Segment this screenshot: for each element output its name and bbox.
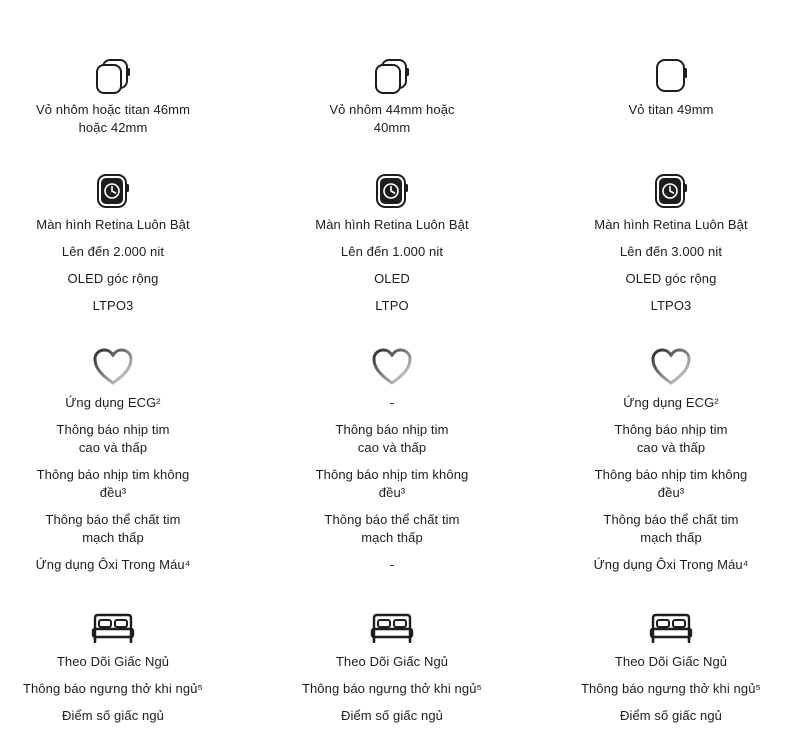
display-spec-text: OLED góc rộng [67, 271, 159, 286]
heart-icon [371, 347, 413, 392]
sleep-spec-text: Thông báo ngưng thở khi ngủ⁵ [580, 681, 762, 696]
health-spec-text: - [389, 557, 395, 572]
health-spec-text: Ứng dụng Ôxi Trong Máu⁴ [593, 557, 749, 572]
sleep-spec-text: Điểm số giấc ngủ [61, 708, 165, 723]
health-spec-text: Thông báo thể chất tim mạch thấp [45, 512, 181, 545]
health-spec-text: Thông báo nhịp tim cao và thấp [614, 422, 728, 455]
health-spec-text: Ứng dụng ECG² [65, 395, 161, 410]
display-spec-text: Màn hình Retina Luôn Bật [36, 217, 190, 232]
bed-icon [91, 612, 135, 649]
watch-case-double-icon [372, 57, 412, 100]
sleep-spec-text: Thông báo ngưng thở khi ngủ⁵ [301, 681, 483, 696]
bed-icon [649, 612, 693, 649]
health-spec-text: - [389, 395, 395, 410]
watch-case-double-icon [93, 57, 133, 100]
case-spec-text: Vỏ nhôm hoặc titan 46mm hoặc 42mm [35, 102, 191, 135]
watch-case-single-icon [651, 57, 691, 100]
display-spec-text: Lên đến 3.000 nit [619, 244, 723, 259]
sleep-spec-text: Điểm số giấc ngủ [340, 708, 444, 723]
watch-display-icon [95, 172, 131, 215]
display-spec-text: Lên đến 2.000 nit [61, 244, 165, 259]
display-spec-text: LTPO [375, 298, 409, 313]
sleep-spec-text: Điểm số giấc ngủ [619, 708, 723, 723]
display-spec-text: Lên đến 1.000 nit [340, 244, 444, 259]
display-spec-text: LTPO3 [650, 298, 692, 313]
watch-display-icon [653, 172, 689, 215]
health-spec-text: Thông báo thể chất tim mạch thấp [324, 512, 460, 545]
display-spec-text: Màn hình Retina Luôn Bật [594, 217, 748, 232]
sleep-spec-text: Theo Dõi Giấc Ngủ [335, 654, 449, 669]
heart-icon [650, 347, 692, 392]
bed-icon [370, 612, 414, 649]
heart-icon [92, 347, 134, 392]
health-spec-text: Thông báo thể chất tim mạch thấp [603, 512, 739, 545]
sleep-spec-text: Theo Dõi Giấc Ngủ [56, 654, 170, 669]
sleep-spec-text: Thông báo ngưng thở khi ngủ⁵ [22, 681, 204, 696]
health-spec-text: Thông báo nhịp tim cao và thấp [56, 422, 170, 455]
display-spec-text: OLED [374, 271, 410, 286]
sleep-spec-text: Theo Dõi Giấc Ngủ [614, 654, 728, 669]
watch-display-icon [374, 172, 410, 215]
health-spec-text: Ứng dụng ECG² [623, 395, 719, 410]
case-spec-text: Vỏ titan 49mm [628, 102, 714, 117]
health-spec-text: Ứng dụng Ôxi Trong Máu⁴ [35, 557, 191, 572]
display-spec-text: OLED góc rộng [625, 271, 717, 286]
health-spec-text: Thông báo nhịp tim không đều³ [315, 467, 469, 500]
display-spec-text: LTPO3 [92, 298, 134, 313]
health-spec-text: Thông báo nhịp tim không đều³ [36, 467, 190, 500]
health-spec-text: Thông báo nhịp tim không đều³ [594, 467, 748, 500]
display-spec-text: Màn hình Retina Luôn Bật [315, 217, 469, 232]
case-spec-text: Vỏ nhôm 44mm hoặc 40mm [329, 102, 455, 135]
health-spec-text: Thông báo nhịp tim cao và thấp [335, 422, 449, 455]
